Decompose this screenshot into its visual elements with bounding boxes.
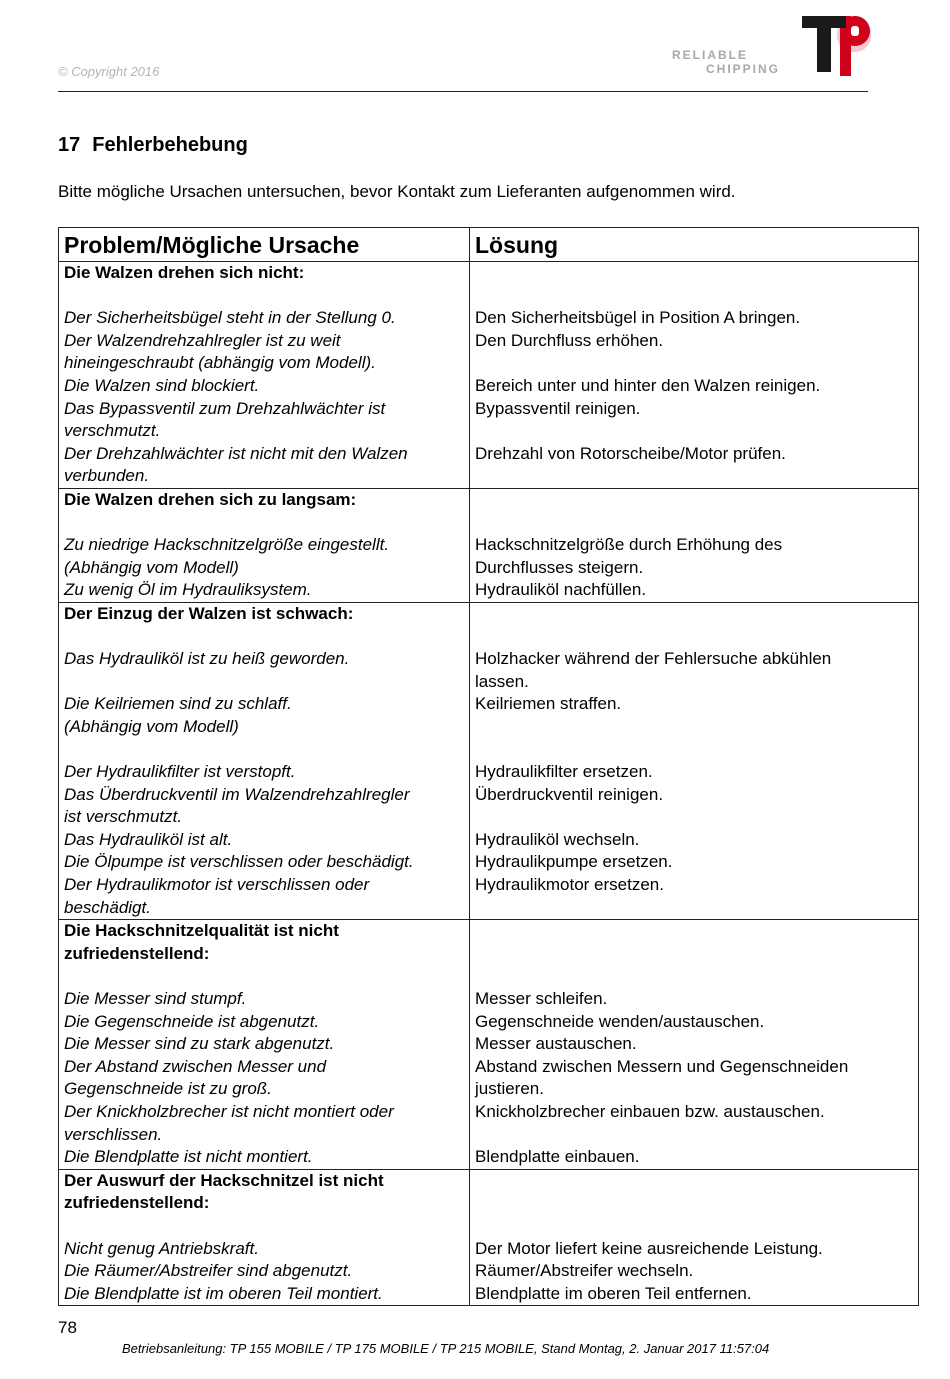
solution-line: Abstand zwischen Messern und Gegenschneiden: [475, 1056, 849, 1076]
solution-line: Hackschnitzelgröße durch Erhöhung des: [475, 535, 783, 555]
cause-line: Der Hydraulikfilter ist verstopft.: [64, 762, 296, 782]
solution-line: Den Sicherheitsbügel in Position A bringen.: [475, 308, 801, 328]
solution-line: Keilriemen straffen.: [475, 694, 622, 714]
problem-cell: [59, 488, 470, 602]
cause-line: Die Blendplatte ist nicht montiert.: [64, 1147, 313, 1167]
cause-line: Der Drehzahlwächter ist nicht mit den Walzen: [64, 443, 408, 463]
cause-line: Der Abstand zwischen Messer und: [64, 1056, 327, 1076]
cause-line: Das Hydrauliköl ist alt.: [64, 829, 233, 849]
tagline-line-2: CHIPPING: [706, 62, 781, 76]
cause-line: (Abhängig vom Modell): [64, 716, 239, 736]
cause-line: [64, 1215, 464, 1238]
solution-line: [475, 738, 913, 761]
problem-heading: Die Walzen drehen sich nicht:: [64, 263, 305, 282]
tp-logo: [800, 12, 874, 78]
table-row: [59, 1169, 919, 1306]
solution-line: Der Motor liefert keine ausreichende Leistung.: [475, 1238, 823, 1258]
solution-line: [475, 943, 913, 966]
cause-line: Gegenschneide ist zu groß.: [64, 1079, 272, 1099]
problem-heading: zufriedenstellend:: [64, 943, 210, 963]
cause-line: Die Messer sind zu stark abgenutzt.: [64, 1034, 335, 1054]
footer-text: Betriebsanleitung: TP 155 MOBILE / TP 175 MOBILE / TP 215 MOBILE, Stand Montag, 2. Januar 2017 11:57:04: [122, 1341, 770, 1356]
cause-line: Das Hydrauliköl ist zu heiß geworden.: [64, 649, 350, 669]
table-row: [59, 488, 919, 602]
solution-line: [475, 1192, 913, 1215]
solution-line: justieren.: [475, 1079, 544, 1099]
solution-line: [475, 920, 913, 943]
solution-line: Drehzahl von Rotorscheibe/Motor prüfen.: [475, 443, 786, 463]
cause-line: Das Bypassventil zum Drehzahlwächter ist: [64, 398, 386, 418]
solution-cell: [470, 1169, 919, 1306]
brand-tagline: [672, 48, 780, 76]
solution-line: Hydraulikpumpe ersetzen.: [475, 852, 673, 872]
problem-heading: Die Walzen drehen sich zu langsam:: [64, 489, 357, 509]
copyright-notice: © Copyright 2016: [58, 64, 160, 79]
column-header-solution: Lösung: [470, 228, 919, 262]
table-row: [59, 920, 919, 1170]
cause-line: Zu niedrige Hackschnitzelgröße eingestellt.: [64, 535, 390, 555]
solution-line: Bypassventil reinigen.: [475, 398, 641, 418]
solution-line: Durchflusses steigern.: [475, 557, 644, 577]
solution-cell: [470, 488, 919, 602]
cause-line: Die Gegenschneide ist abgenutzt.: [64, 1011, 320, 1031]
cause-line: (Abhängig vom Modell): [64, 557, 239, 577]
cause-line: verschlissen.: [64, 1124, 163, 1144]
problem-heading: Der Einzug der Walzen ist schwach:: [64, 603, 354, 623]
cause-line: [64, 285, 464, 308]
cause-line: Nicht genug Antriebskraft.: [64, 1238, 259, 1258]
troubleshooting-table: [58, 227, 919, 1306]
solution-line: Bereich unter und hinter den Walzen reinigen.: [475, 375, 821, 395]
solution-line: Hydrauliköl wechseln.: [475, 829, 640, 849]
cause-line: Die Messer sind stumpf.: [64, 989, 247, 1008]
solution-line: [475, 489, 913, 512]
cause-line: ist verschmutzt.: [64, 807, 183, 827]
cause-line: Der Walzendrehzahlregler ist zu weit: [64, 330, 341, 350]
cause-line: Die Walzen sind blockiert.: [64, 375, 260, 395]
intro-paragraph: Bitte mögliche Ursachen untersuchen, bevor Kontakt zum Lieferanten aufgenommen wird.: [58, 182, 736, 201]
solution-line: [475, 965, 913, 988]
problem-cell: [59, 262, 470, 489]
cause-line: [64, 512, 464, 535]
cause-line: Der Hydraulikmotor ist verschlissen oder: [64, 875, 370, 895]
cause-line: [64, 965, 464, 988]
cause-line: verbunden.: [64, 466, 150, 486]
solution-line: Holzhacker während der Fehlersuche abkühlen: [475, 649, 832, 669]
header-divider: [58, 91, 868, 92]
cause-line: Zu wenig Öl im Hydrauliksystem.: [64, 580, 312, 600]
solution-line: [475, 603, 913, 626]
section-title-text: Fehlerbehebung: [92, 134, 248, 156]
solution-line: Den Durchfluss erhöhen.: [475, 330, 664, 350]
solution-line: Blendplatte im oberen Teil entfernen.: [475, 1283, 752, 1303]
cause-line: hineingeschraubt (abhängig vom Modell).: [64, 353, 376, 373]
solution-line: [475, 420, 913, 443]
solution-cell: [470, 602, 919, 919]
section-number: 17: [58, 134, 81, 156]
solution-line: [475, 1124, 913, 1147]
solution-line: [475, 716, 913, 739]
cause-line: verschmutzt.: [64, 421, 161, 441]
cause-line: Die Blendplatte ist im oberen Teil montiert.: [64, 1283, 383, 1303]
solution-line: [475, 512, 913, 535]
solution-line: [475, 1215, 913, 1238]
solution-cell: [470, 262, 919, 489]
problem-cell: [59, 920, 470, 1170]
solution-line: [475, 806, 913, 829]
problem-heading: zufriedenstellend:: [64, 1193, 210, 1213]
solution-line: [475, 352, 913, 375]
cause-line: [64, 626, 464, 649]
problem-cell: [59, 1169, 470, 1306]
solution-line: [475, 1170, 913, 1193]
page-number: 78: [58, 1318, 77, 1337]
cause-line: Die Ölpumpe ist verschlissen oder beschädigt.: [64, 852, 414, 872]
cause-line: Das Überdruckventil im Walzendrehzahlregler: [64, 784, 410, 804]
solution-line: Räumer/Abstreifer wechseln.: [475, 1261, 694, 1281]
table-row: [59, 262, 919, 489]
solution-line: Messer austauschen.: [475, 1034, 637, 1054]
solution-line: Gegenschneide wenden/austauschen.: [475, 1011, 765, 1031]
cause-line: [64, 671, 464, 694]
cause-line: [64, 738, 464, 761]
solution-line: Hydrauliköl nachfüllen.: [475, 580, 647, 600]
solution-line: [475, 262, 913, 285]
solution-line: Überdruckventil reinigen.: [475, 784, 664, 804]
column-header-problem: Problem/Mögliche Ursache: [59, 228, 470, 262]
solution-line: [475, 285, 913, 308]
solution-line: Blendplatte einbauen.: [475, 1147, 640, 1167]
solution-line: lassen.: [475, 671, 529, 691]
problem-heading: Der Auswurf der Hackschnitzel ist nicht: [64, 1170, 384, 1190]
solution-line: [475, 626, 913, 649]
solution-line: Hydraulikfilter ersetzen.: [475, 762, 653, 782]
cause-line: Der Knickholzbrecher ist nicht montiert oder: [64, 1101, 394, 1121]
cause-line: Die Keilriemen sind zu schlaff.: [64, 694, 292, 714]
solution-line: Messer schleifen.: [475, 989, 608, 1008]
solution-line: Knickholzbrecher einbauen bzw. austauschen.: [475, 1101, 825, 1121]
table-row: [59, 602, 919, 919]
section-title: [58, 134, 248, 157]
problem-heading: Die Hackschnitzelqualität ist nicht: [64, 921, 339, 941]
cause-line: Die Räumer/Abstreifer sind abgenutzt.: [64, 1261, 353, 1281]
solution-cell: [470, 920, 919, 1170]
cause-line: beschädigt.: [64, 897, 151, 917]
cause-line: Der Sicherheitsbügel steht in der Stellung 0.: [64, 308, 396, 328]
table-header-row: [59, 228, 919, 262]
problem-cell: [59, 602, 470, 919]
solution-line: Hydraulikmotor ersetzen.: [475, 875, 664, 895]
tagline-line-1: RELIABLE: [672, 48, 748, 62]
